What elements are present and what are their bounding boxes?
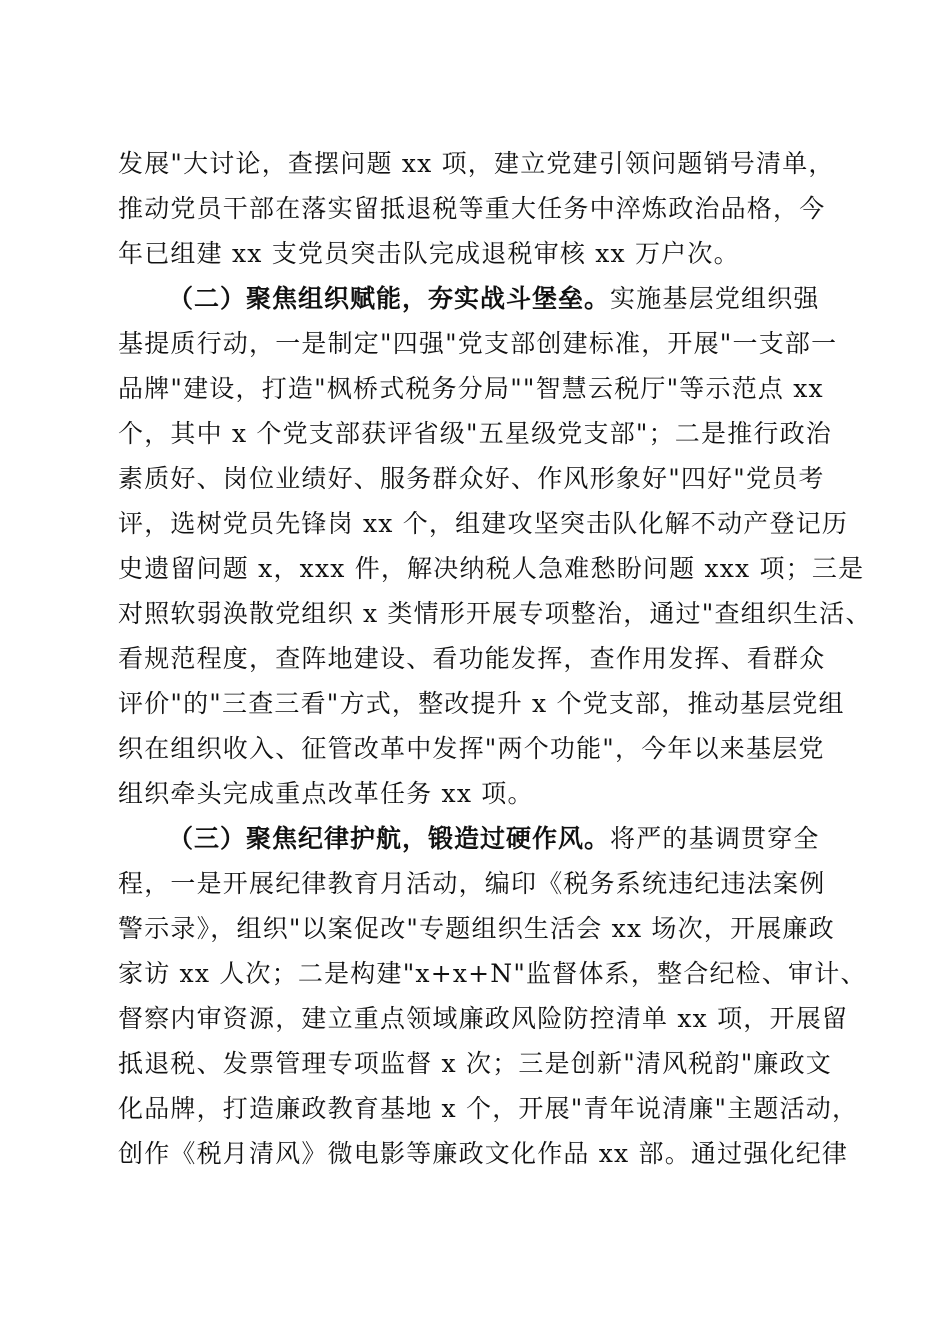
text-span: 将严的基调贯穿全 (610, 824, 820, 853)
text-line: 评价"的"三查三看"方式，整改提升 x 个党支部，推动基层党组 (118, 689, 845, 718)
text-line: 对照软弱涣散党组织 x 类情形开展专项整治，通过"查组织生活、 (118, 599, 872, 628)
text-line: 抵退税、发票管理专项监督 x 次；三是创新"清风税韵"廉政文 (118, 1049, 832, 1078)
text-line: 警示录》，组织"以案促改"专题组织生活会 xx 场次，开展廉政 (118, 914, 835, 943)
section-heading: （三）聚焦纪律护航，锻造过硬作风。 (168, 824, 611, 853)
text-line: 督察内审资源，建立重点领域廉政风险防控清单 xx 项，开展留 (118, 1004, 849, 1033)
section-3-first-line (168, 819, 838, 859)
text-line: 创作《税月清风》微电影等廉政文化作品 xx 部。通过强化纪律 (118, 1139, 849, 1168)
text-line: 程，一是开展纪律教育月活动，编印《税务系统违纪违法案例 (118, 869, 826, 898)
text-line: 家访 xx 人次；二是构建"x+x+N"监督体系，整合纪检、审计、 (118, 959, 867, 988)
text-span: 实施基层党组织强 (610, 284, 820, 313)
text-line: 看规范程度，查阵地建设、看功能发挥，查作用发挥、看群众 (118, 644, 826, 673)
text-line: 基提质行动，一是制定"四强"党支部创建标准，开展"一支部一 (118, 329, 838, 358)
text-line: 发展"大讨论，查摆问题 xx 项，建立党建引领问题销号清单， (118, 149, 835, 178)
text-line: 推动党员干部在落实留抵退税等重大任务中淬炼政治品格，今 (118, 194, 826, 223)
text-line: 化品牌，打造廉政教育基地 x 个，开展"青年说清廉"主题活动， (118, 1094, 859, 1123)
section-heading: （二）聚焦组织赋能，夯实战斗堡垒。 (168, 284, 611, 313)
text-line: 史遗留问题 x，xxx 件，解决纳税人急难愁盼问题 xxx 项；三是 (118, 554, 865, 583)
text-line: 品牌"建设，打造"枫桥式税务分局""智慧云税厅"等示范点 xx (118, 374, 824, 403)
section-2-first-line (168, 279, 838, 319)
text-line: 年已组建 xx 支党员突击队完成退税审核 xx 万户次。 (118, 239, 740, 268)
text-line: 个，其中 x 个党支部获评省级"五星级党支部"；二是推行政治 (118, 419, 832, 448)
text-line: 评，选树党员先锋岗 xx 个，组建攻坚突击队化解不动产登记历 (118, 509, 849, 538)
text-line: 组织牵头完成重点改革任务 xx 项。 (118, 779, 534, 808)
text-line: 素质好、岗位业绩好、服务群众好、作风形象好"四好"党员考 (118, 464, 825, 493)
text-line: 织在组织收入、征管改革中发挥"两个功能"，今年以来基层党 (118, 734, 825, 763)
